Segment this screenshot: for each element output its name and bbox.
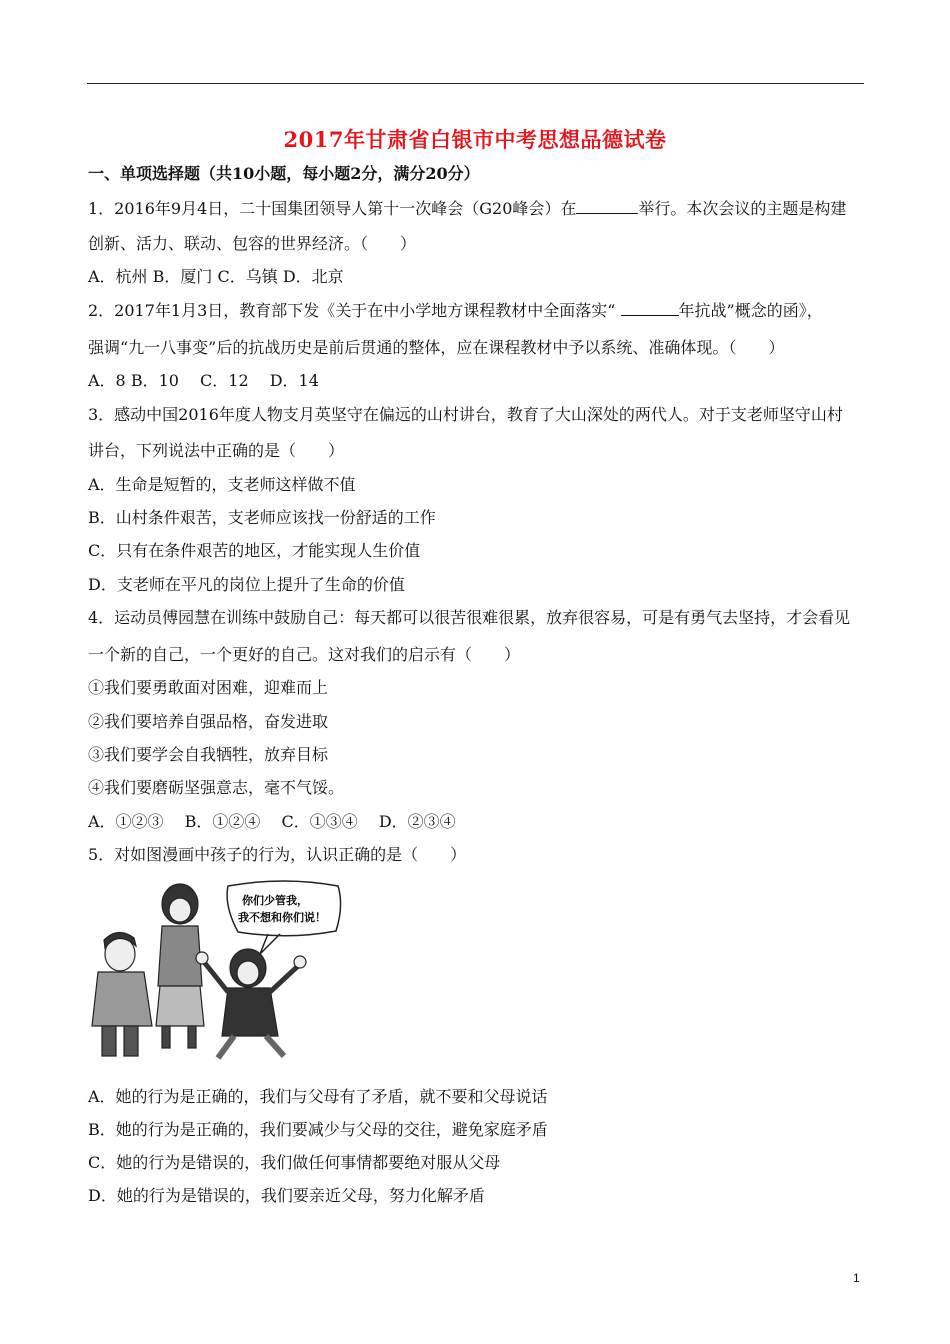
q4-statement-2: ②我们要培养自强品格，奋发进取 — [88, 712, 329, 731]
q3-option-b: B．山村条件艰苦，支老师应该找一份舒适的工作 — [88, 508, 436, 527]
q4-line2: 一个新的自己，一个更好的自己。这对我们的启示有（ ） — [88, 645, 521, 664]
speech-bubble-tail — [260, 934, 280, 954]
q3-option-d: D．支老师在平凡的岗位上提升了生命的价值 — [88, 575, 405, 594]
speech-bubble — [227, 881, 340, 936]
father-figure — [92, 932, 152, 1056]
q2-line1 — [88, 299, 823, 322]
q1-blank — [576, 197, 638, 214]
q5-option-a: A．她的行为是正确的，我们与父母有了矛盾，就不要和父母说话 — [88, 1087, 548, 1106]
bubble-text-1: 你们少管我， — [242, 894, 308, 907]
cartoon-image — [88, 876, 343, 1066]
q5-option-d: D．她的行为是错误的，我们要亲近父母，努力化解矛盾 — [88, 1186, 485, 1205]
q5-line1: 5．对如图漫画中孩子的行为，认识正确的是（ ） — [88, 845, 467, 864]
exam-title: 2017年甘肃省白银市中考思想品德试卷 — [283, 127, 667, 152]
q4-options: A．①②③ B．①②④ C．①③④ D．②③④ — [88, 812, 456, 831]
bubble-text-2: 我不想和你们说！ — [238, 911, 326, 924]
q1-text-a: 1．2016年9月4日，二十国集团领导人第十一次峰会（G20峰会）在 — [88, 199, 577, 218]
q3-option-c: C．只有在条件艰苦的地区，才能实现人生价值 — [88, 541, 421, 560]
mother-figure — [156, 884, 204, 1048]
q4-statement-3: ③我们要学会自我牺牲，放弃目标 — [88, 745, 329, 764]
q3-line1: 3．感动中国2016年度人物支月英坚守在偏远的山村讲台，教育了大山深处的两代人。对于支老师坚守山村 — [88, 405, 843, 424]
q4-statement-1: ①我们要勇敢面对困难，迎难而上 — [88, 678, 329, 697]
q4-statement-4: ④我们要磨砺坚强意志，毫不气馁。 — [88, 778, 345, 797]
header-rule — [87, 83, 864, 84]
q2-line2: 强调“九一八事变”后的抗战历史是前后贯通的整体，应在课程教材中予以系统、准确体现。（ ） — [88, 338, 785, 357]
q1-text-b: 举行。本次会议的主题是构建 — [638, 199, 847, 218]
q3-line2: 讲台，下列说法中正确的是（ ） — [88, 441, 345, 460]
q2-blank — [621, 299, 679, 316]
q5-option-c: C．她的行为是错误的，我们做任何事情都要绝对服从父母 — [88, 1153, 501, 1172]
q3-option-a: A．生命是短暂的，支老师这样做不值 — [88, 475, 356, 494]
section-heading: 一、单项选择题（共10小题，每小题2分，满分20分） — [88, 164, 480, 183]
q1-line2: 创新、活力、联动、包容的世界经济。（ ） — [88, 234, 417, 253]
q2-text-a: 2．2017年1月3日，教育部下发《关于在中小学地方课程教材中全面落实“ — [88, 301, 621, 320]
q5-option-b: B．她的行为是正确的，我们要减少与父母的交往，避免家庭矛盾 — [88, 1120, 548, 1139]
page-number: 1 — [853, 1271, 860, 1285]
q2-options: A．8 B．10 C．12 D．14 — [88, 371, 319, 390]
q2-text-b: 年抗战”概念的函》， — [678, 301, 823, 320]
q4-line1: 4．运动员傅园慧在训练中鼓励自己：每天都可以很苦很难很累，放弃很容易，可是有勇气去坚持，才会看见 — [88, 608, 851, 627]
child-figure — [196, 949, 306, 1058]
q1-options: A．杭州 B．厦门 C．乌镇 D．北京 — [88, 267, 344, 286]
q1-line1 — [88, 197, 846, 220]
